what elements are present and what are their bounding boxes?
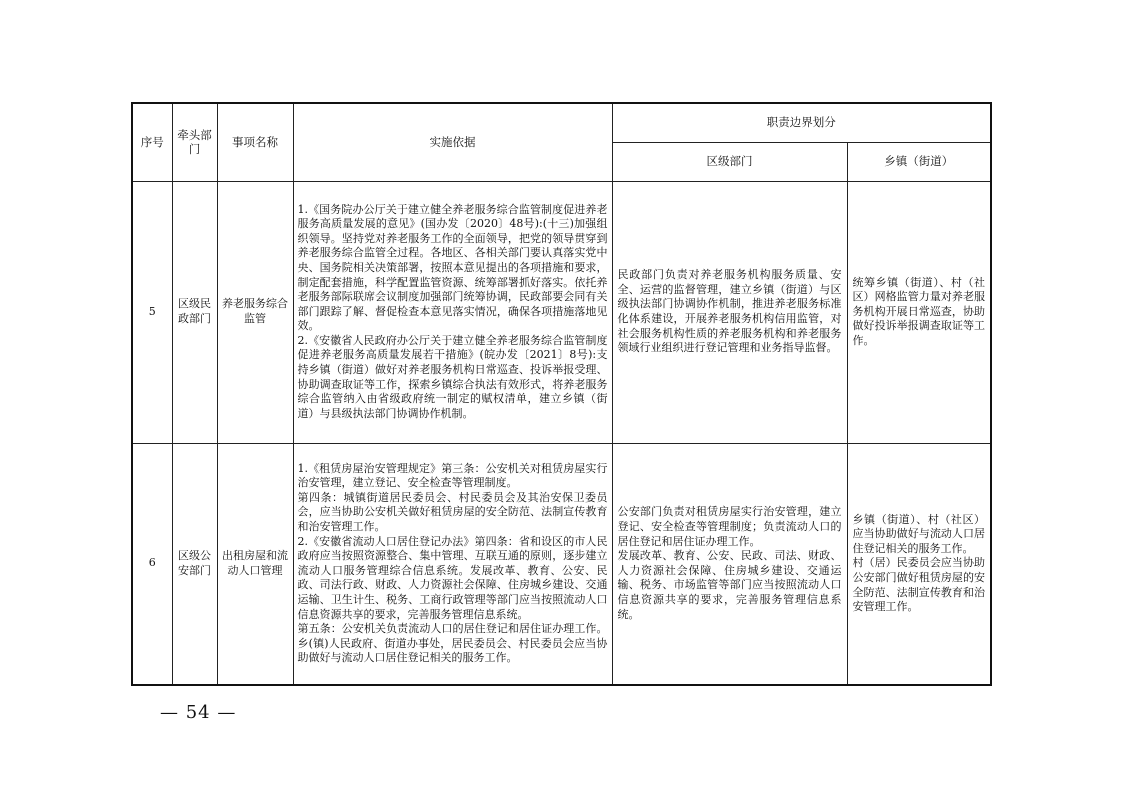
township-paragraph: 统筹乡镇（街道）、村（社区）网格监管力量对养老服务机构开展日常巡查，协助做好投诉举报调查取证等工作。 [852,275,985,347]
row-item-name: 养老服务综合监管 [217,181,293,443]
township-paragraph: 乡镇（街道）、村（社区）应当协助做好与流动人口居住登记相关的服务工作。 [852,512,985,555]
responsibility-table [131,102,992,686]
header-district: 区级部门 [612,142,847,181]
header-basis: 实施依据 [293,103,612,181]
page-number: — 54 — [160,702,237,723]
basis-paragraph: 2.《安徽省流动人口居住登记办法》第四条：省和设区的市人民政府应当按照资源整合、集中管理、互联互通的原则，逐步建立流动人口服务管理综合信息系统。发展改革、教育、公安、民政、司法行政、财政、人力资源社会保障、住房城乡建设、交通运输、卫生计生、税务、工商行政管理等部门应当按照流动人口信息资源共享的要求，完善服务管理信息系统。 [297,534,608,621]
table-row [132,443,991,685]
header-lead-dept: 牵头部门 [172,103,217,181]
basis-paragraph: 2.《安徽省人民政府办公厅关于建立健全养老服务综合监管制度促进养老服务高质量发展若干措施》(皖办发〔2021〕8号):支持乡镇（街道）做好对养老服务机构日常巡查、投诉举报受理、协助调查取证等工作，探索乡镇综合执法有效形式，将养老服务综合监管纳入由省级政府统一制定的赋权清单，建立乡镇（街道）与县级执法部门协调协作机制。 [297,333,608,420]
header-item-name: 事项名称 [217,103,293,181]
row-lead-dept: 区级公安部门 [172,443,217,685]
row-basis [293,443,612,685]
row-township-duty [847,443,991,685]
row-basis [293,181,612,443]
basis-paragraph: 第五条：公安机关负责流动人口的居住登记和居住证办理工作。乡(镇)人民政府、街道办事处，居民委员会、村民委员会应当协助做好与流动人口居住登记相关的服务工作。 [297,622,608,665]
row-item-name: 出租房屋和流动人口管理 [217,443,293,685]
township-paragraph: 村（居）民委员会应当协助公安部门做好租赁房屋的安全防范、法制宣传教育和治安管理工作。 [852,556,985,614]
district-paragraph: 公安部门负责对租赁房屋实行治安管理，建立登记、安全检查等管理制度；负责流动人口的居住登记和居住证办理工作。 [617,505,842,548]
basis-paragraph: 1.《国务院办公厅关于建立健全养老服务综合监管制度促进养老服务高质量发展的意见》(国办发〔2020〕48号):(十三)加强组织领导。坚持党对养老服务工作的全面领导，把党的领导贯穿到养老服务综合监管全过程。各地区、各相关部门要认真落实党中央、国务院相关决策部署，按照本意见提出的各项措施和要求，制定配套措施，科学配置监管资源、统筹部署抓好落实。依托养老服务部际联席会议制度加强部门统筹协调，民政部要会同有关部门跟踪了解、督促检查本意见落实情况，确保各项措施落地见效。 [297,202,608,333]
basis-paragraph: 1.《租赁房屋治安管理规定》第三条：公安机关对租赁房屋实行治安管理，建立登记、安全检查等管理制度。 [297,461,608,490]
row-district-duty [612,443,847,685]
row-seq: 6 [132,443,172,685]
row-lead-dept: 区级民政部门 [172,181,217,443]
row-district-duty [612,181,847,443]
district-paragraph: 发展改革、教育、公安、民政、司法、财政、人力资源社会保障、住房城乡建设、交通运输、税务、市场监管等部门应当按照流动人口信息资源共享的要求，完善服务管理信息系统。 [617,549,842,621]
header-township: 乡镇（街道） [847,142,991,181]
table-row [132,181,991,443]
header-responsibility: 职责边界划分 [612,103,991,142]
row-seq: 5 [132,181,172,443]
header-seq: 序号 [132,103,172,181]
district-paragraph: 民政部门负责对养老服务机构服务质量、安全、运营的监督管理，建立乡镇（街道）与区级执法部门协调协作机制，推进养老服务标准化体系建设，开展养老服务机构信用监管，对社会服务机构性质的养老服务机构和养老服务领域行业组织进行登记管理和业务指导监督。 [617,268,842,355]
basis-paragraph: 第四条：城镇街道居民委员会、村民委员会及其治安保卫委员会，应当协助公安机关做好租赁房屋的安全防范、法制宣传教育和治安管理工作。 [297,490,608,533]
row-township-duty [847,181,991,443]
